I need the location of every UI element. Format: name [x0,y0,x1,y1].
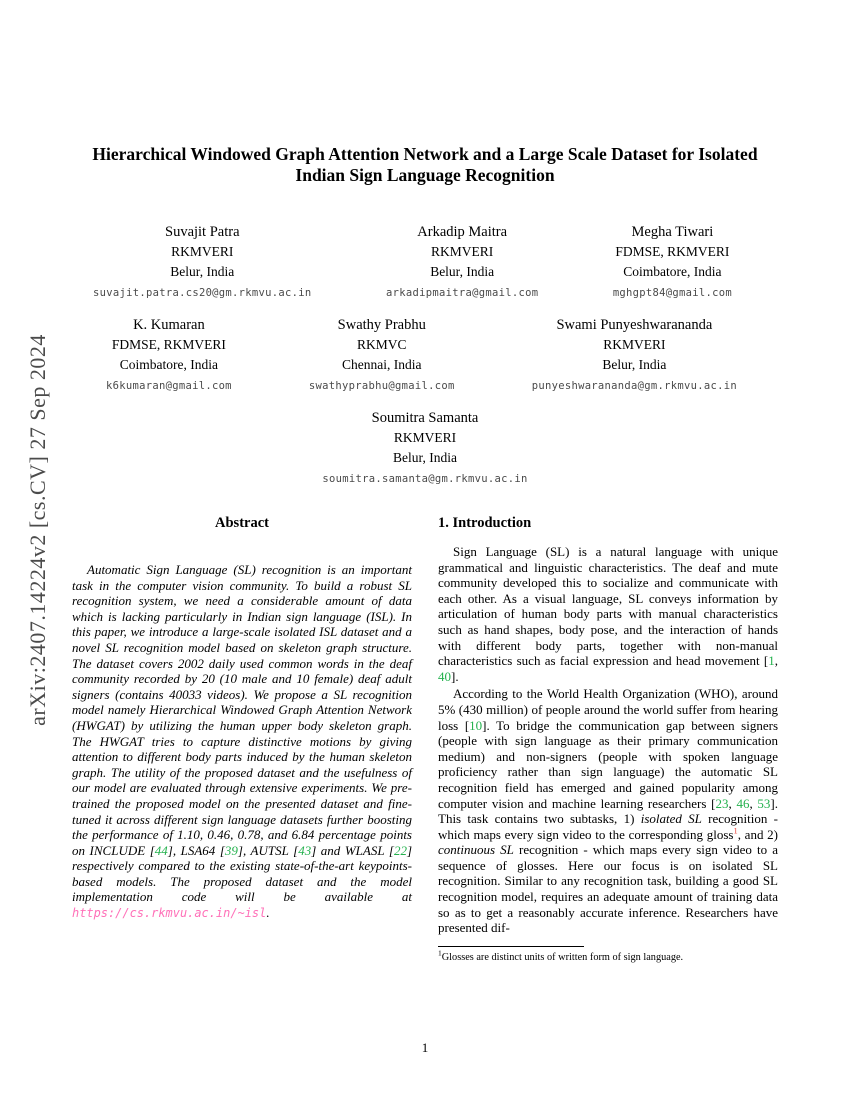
authors-row-3 [72,408,778,485]
author-location: Coimbatore, India [623,264,722,279]
author-block [106,315,232,392]
footnote-text: Glosses are distinct units of written form of sign language. [441,951,684,963]
introduction-heading: 1. Introduction [438,515,532,531]
author-affiliation: RKMVERI [171,244,234,259]
author-location: Belur, India [170,264,235,279]
author-email: swathyprabhu@gmail.com [308,380,455,392]
author-email: suvajit.patra.cs20@gm.rkmvu.ac.in [93,287,312,299]
author-affiliation: RKMVERI [393,430,457,445]
text-segment: ] respectively compared to the existing state-of-the-art keypoints-based models. The proposed dataset and the model implementation code will be available at [72,842,412,905]
text-segment: ]. To bridge the communication gap between signers (people with sign language as their primary communication medium) and non-signers (people with spoken language proficiency rather than sign language) the automatic SL recognition field has emerged and gained popularity among computer vision and machine learning researchers [ [438,717,779,811]
right-column [438,515,778,965]
authors-row-1 [93,222,732,299]
abstract-text [72,562,412,922]
footnote [438,948,778,965]
author-affiliation: RKMVERI [431,244,494,259]
citation-link[interactable]: 46 [736,795,750,811]
author-affiliation: FDMSE, RKMVERI [615,244,730,259]
intro-paragraph-2 [438,686,778,936]
author-name: Megha Tiwari [631,224,714,240]
author-location: Belur, India [602,357,667,372]
text-segment: According to the World Health Organization (WHO), around 5% (430 million) of people around the world suffer from hearing loss [ [438,686,778,733]
author-email: k6kumaran@gmail.com [106,380,232,392]
text-segment: recognition - which maps every sign video to the corresponding gloss [438,811,778,842]
author-name: Swathy Prabhu [337,317,426,333]
author-location: Belur, India [430,264,495,279]
authors-row-2 [106,315,737,392]
citation-link[interactable]: 10 [469,717,483,733]
author-block [613,222,732,299]
text-segment: ]. [451,668,459,684]
text-segment: , [774,653,778,669]
author-name: Arkadip Maitra [417,224,508,240]
author-name: Suvajit Patra [165,224,240,240]
citation-link[interactable]: 39 [224,842,238,858]
author-name: K. Kumaran [133,317,205,333]
author-block [309,315,455,392]
footnote-reference[interactable]: 1 [733,825,738,836]
paper-url-link[interactable]: https://cs.rkmvu.ac.in/~isl [72,906,267,921]
text-segment: , [749,795,758,811]
citation-link[interactable]: 44 [154,842,168,858]
text-segment: continuous SL [438,842,514,858]
author-affiliation: FDMSE, RKMVERI [111,337,226,352]
citation-link[interactable]: 40 [438,668,451,684]
author-block [532,315,737,392]
page-number: 1 [421,1040,429,1055]
citation-link[interactable]: 53 [757,795,771,811]
text-segment: Sign Language (SL) is a natural language with unique grammatical and linguistic characteristics. The deaf and mute community developed this to socialize and communicate with each other. As a visual language, SL conveys information by articulation of human body parts with manual characteristics such as hand shapes, body pose, and the interaction of hands with different body parts, together with non-manual characteristics such as facial expression and head movement [ [438,544,778,669]
author-email: arkadipmaitra@gmail.com [386,287,539,299]
author-location: Chennai, India [342,357,422,372]
citation-link[interactable]: 43 [298,842,312,858]
footnote-rule [438,946,584,947]
citation-link[interactable]: 1 [768,653,775,669]
author-location: Belur, India [393,450,457,465]
text-segment: . [266,905,270,921]
paper-title: Hierarchical Windowed Graph Attention Network and a Large Scale Dataset for Isolated Indian Sign Language Recognition [92,144,758,185]
text-segment: , and 2) [737,826,778,842]
author-email: mghgpt84@gmail.com [612,287,732,299]
author-block [322,408,527,485]
author-affiliation: RKMVERI [603,337,666,352]
text-segment: ], AUTSL [ [237,842,299,858]
text-segment: Automatic Sign Language (SL) recognition is an important task in the computer vision community. To build a robust SL recognition system, we need a considerable amount of data which is lacking particularly in Indian sign language (ISL). In this paper, we introduce a large-scale isolated ISL dataset and a novel SL recognition model based on skeleton graph structure. The dataset covers 2002 daily used common words in the deaf community recorded by 20 (10 male and 10 female) deaf adult signers (contains 40033 videos). We propose a SL recognition model namely Hierarchical Windowed Graph Attention Network (HWGAT) by utilizing the human upper body skeleton graph. The HWGAT tries to capture distinctive motions by giving attention to different body parts induced by the human skeleton graph. The utility of the proposed dataset and the usefulness of our model are evaluated through extensive experiments. We pre-trained the proposed model on the presented dataset and fine-tuned it across different sign language datasets further boosting the performance of 1.10, 0.46, 0.78, and 6.84 percentage points on INCLUDE [ [72,562,412,858]
author-block [93,222,312,299]
intro-paragraph-1 [438,544,778,684]
citation-link[interactable]: 22 [393,842,407,858]
citation-link[interactable]: 23 [715,795,729,811]
text-segment: recognition - which maps every sign video to a sequence of glosses. Here our focus is on isolated SL recognition. Similar to any recognition task, building a good SL recognition model, requires an adequate amount of training data so as to get a reasonably accurate inference. Researchers have presented dif- [438,842,778,936]
abstract-heading: Abstract [215,515,269,531]
author-location: Coimbatore, India [119,357,219,372]
author-affiliation: RKMVC [357,337,407,352]
left-column [72,515,412,965]
author-name: Soumitra Samanta [371,410,479,426]
text-segment: isolated SL [640,811,702,827]
author-name: Swami Punyeshwarananda [556,317,713,333]
text-segment: ]. This task contains two subtasks, 1) [438,795,779,827]
text-segment: , [728,795,737,811]
two-column-body [72,515,778,965]
author-email: soumitra.samanta@gm.rkmvu.ac.in [322,473,528,485]
footnote-marker: 1 [438,948,442,958]
author-block [386,222,538,299]
text-segment: ] and WLASL [ [311,842,394,858]
arxiv-sidebar-stamp: arXiv:2407.14224v2 [cs.CV] 27 Sep 2024 [25,334,50,726]
author-email: punyeshwarananda@gm.rkmvu.ac.in [531,380,737,392]
text-segment: ], LSA64 [ [167,842,225,858]
